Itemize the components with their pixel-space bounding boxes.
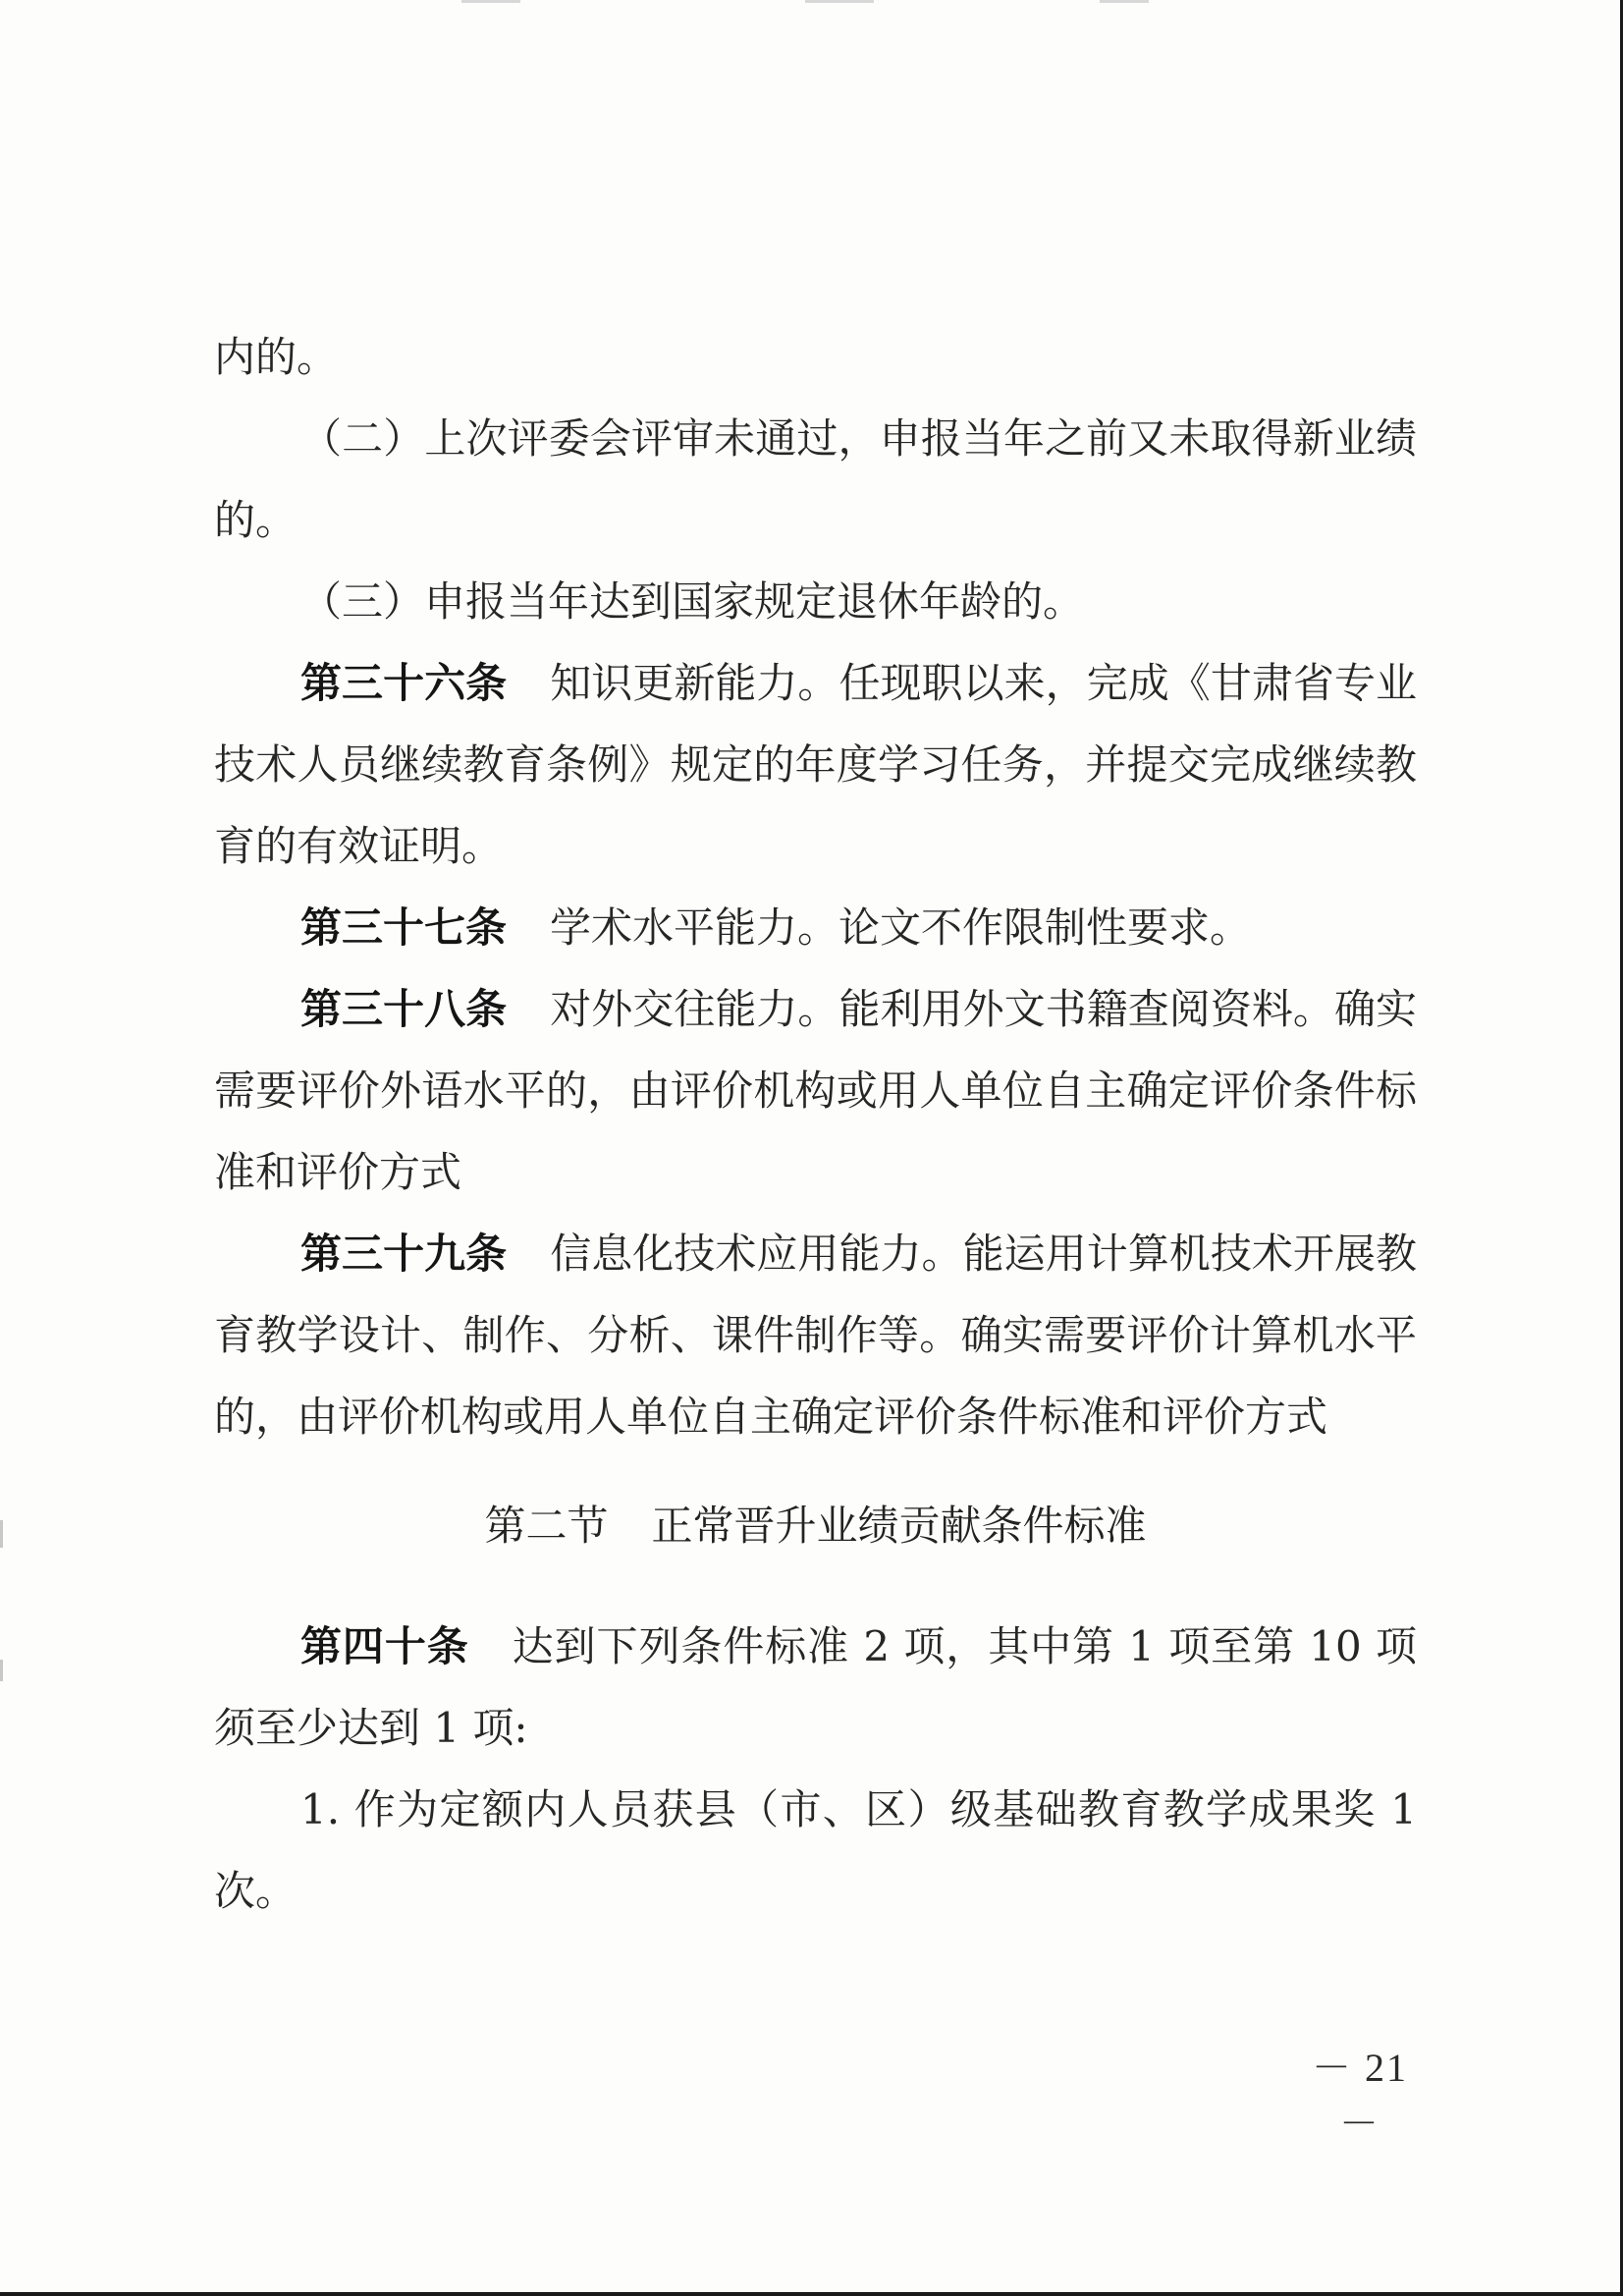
- scan-artifact: [0, 1660, 3, 1681]
- paragraph-item-2: （二）上次评委会评审未通过，申报当年之前又未取得新业绩的。: [214, 414, 1417, 544]
- section-heading: [214, 1485, 1417, 1566]
- article-number: 第三十九条: [300, 1230, 508, 1278]
- article-text: 学术水平能力。论文不作限制性要求。: [550, 903, 1252, 952]
- scan-artifact: [1100, 0, 1149, 3]
- article-37: [214, 887, 1417, 968]
- article-36: [214, 642, 1417, 887]
- article-number: 第三十六条: [300, 659, 508, 707]
- article-text: 信息化技术应用能力。能运用计算机技术开展教育教学设计、制作、分析、课件制作等。确实需要评价计算机水平的，由评价机构或用人单位自主确定评价条件标准和评价方式: [214, 1230, 1417, 1441]
- scan-artifact: [461, 0, 520, 3]
- page-edge-bottom: [0, 2292, 1623, 2296]
- article-text: 达到下列条件标准 2 项，其中第 1 项至第 10 项须至少达到 1 项:: [214, 1622, 1417, 1752]
- article-text: 对外交往能力。能利用外文书籍查阅资料。确实需要评价外语水平的，由评价机构或用人单位自主确定评价条件标准和评价方式: [214, 985, 1417, 1196]
- article-40: [214, 1606, 1417, 1769]
- article-number: 第三十七条: [300, 903, 508, 952]
- section-number: 第二节: [484, 1502, 609, 1550]
- article-number: 第三十八条: [300, 985, 508, 1033]
- article-number: 第四十条: [300, 1622, 469, 1670]
- list-item-1: 1. 作为定额内人员获县（市、区）级基础教育教学成果奖 1 次。: [214, 1785, 1417, 1915]
- article-38: [214, 968, 1417, 1213]
- paragraph-item-3: （三）申报当年达到国家规定退休年龄的。: [300, 577, 1085, 626]
- body-text: [214, 316, 1417, 1932]
- scan-artifact: [0, 1520, 3, 1548]
- scan-artifact: [805, 0, 874, 3]
- page-number: － 21 －: [1312, 2046, 1408, 2146]
- article-text: 知识更新能力。任现职以来，完成《甘肃省专业技术人员继续教育条例》规定的年度学习任务，并提交完成继续教育的有效证明。: [214, 659, 1417, 870]
- article-39: [214, 1213, 1417, 1457]
- paragraph-continuation: 内的。: [214, 333, 339, 381]
- section-title: 正常晋升业绩贡献条件标准: [651, 1502, 1147, 1550]
